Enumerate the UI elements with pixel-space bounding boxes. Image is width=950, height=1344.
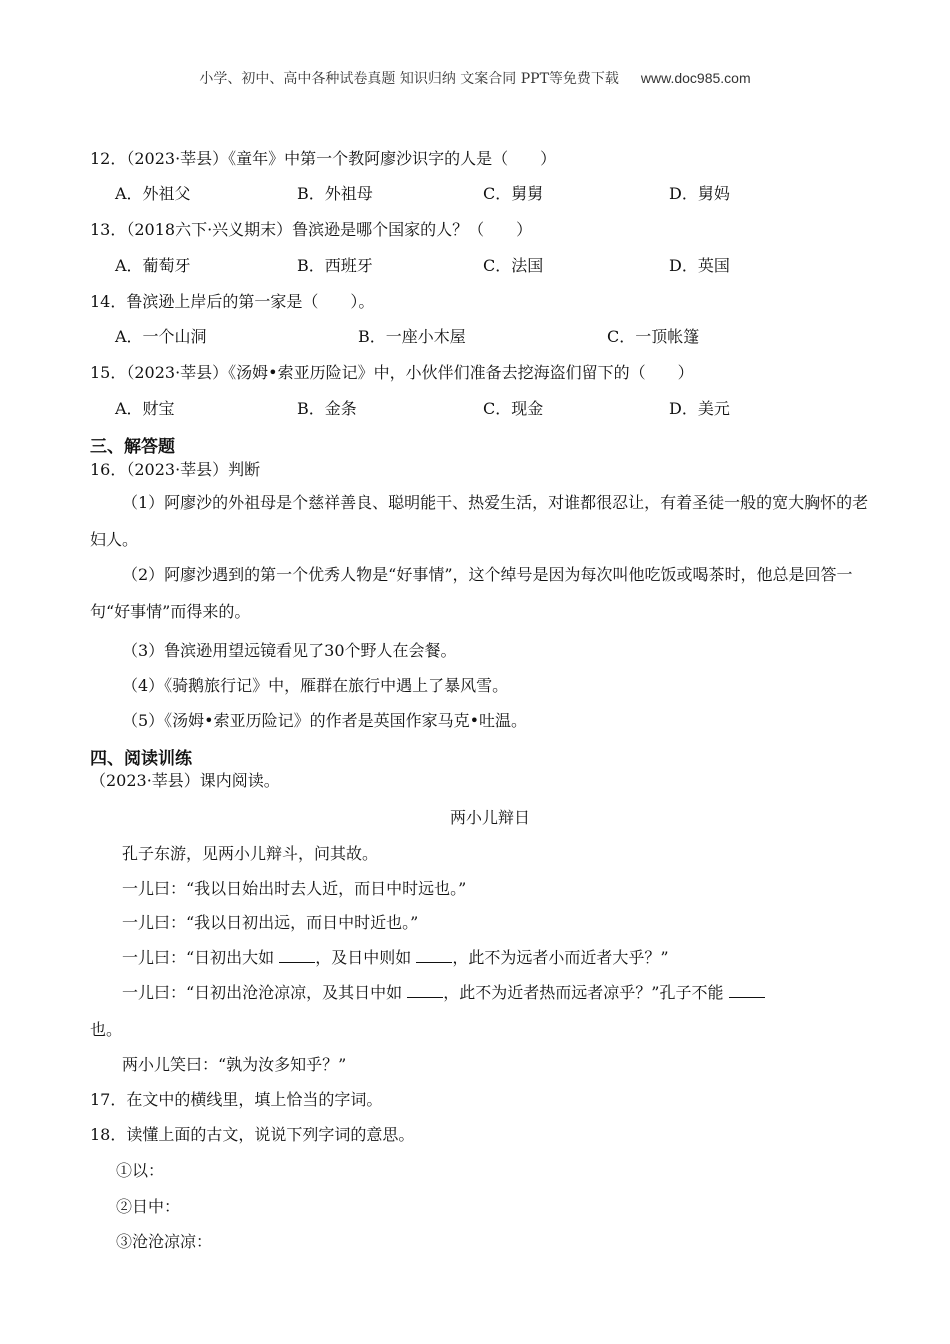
q12-stem: 12．（2023·莘县）《童年》中第一个教阿廖沙识字的人是（ ） <box>90 149 557 168</box>
q16-stem: 16．（2023·莘县）判断 <box>90 460 261 479</box>
q12-option-c: C．舅舅 <box>483 184 544 203</box>
q13-option-d: D．英国 <box>669 256 730 275</box>
answer-blank-1[interactable] <box>279 946 315 963</box>
q16-item-4: （4）《骑鹅旅行记》中，雁群在旅行中遇上了暴风雪。 <box>122 676 509 695</box>
q16-item-5: （5）《汤姆•索亚历险记》的作者是英国作家马克•吐温。 <box>122 711 528 730</box>
header-site: www.doc985.com <box>640 70 751 86</box>
q17-stem: 17．在文中的横线里，填上恰当的字词。 <box>90 1090 383 1109</box>
q15-option-a: A．财宝 <box>115 399 175 418</box>
passage-line-4-c: ，此不为远者小而近者大乎？” <box>452 948 669 967</box>
passage-line-4 <box>122 945 669 968</box>
answer-blank-3[interactable] <box>407 981 443 998</box>
q13-stem: 13．（2018六下·兴义期末）鲁滨逊是哪个国家的人？（ ） <box>90 220 533 239</box>
q16-item-1: （1）阿廖沙的外祖母是个慈祥善良、聪明能干、热爱生活，对谁都很忍让，有着圣徒一般的宽大胸怀的老妇人。 <box>90 493 869 549</box>
passage-title: 两小儿辩日 <box>449 808 530 827</box>
q15-option-d: D．美元 <box>669 399 730 418</box>
header-text: 小学、初中、高中各种试卷真题 知识归纳 文案合同 PPT等免费下载 <box>199 71 619 87</box>
passage-line-2: 一儿曰：“我以日始出时去人近，而日中时远也。” <box>122 879 467 898</box>
answer-blank-2[interactable] <box>416 946 452 963</box>
section3-title: 三、解答题 <box>90 437 175 457</box>
section4-title: 四、阅读训练 <box>90 749 192 769</box>
reading-intro: （2023·莘县）课内阅读。 <box>90 771 280 790</box>
q15-option-b: B．金条 <box>297 399 357 418</box>
passage-line-3: 一儿曰：“我以日初出远，而日中时近也。” <box>122 913 419 932</box>
passage-line-1: 孔子东游，见两小儿辩斗，问其故。 <box>122 844 379 863</box>
passage-line-4-b: ，及日中则如 <box>315 948 417 967</box>
q12-option-a: A．外祖父 <box>115 184 191 203</box>
q13-option-b: B．西班牙 <box>297 256 373 275</box>
page-header <box>0 68 950 88</box>
passage-line-6: 两小儿笑曰：“孰为汝多知乎？” <box>122 1055 347 1074</box>
q18-item-1: ①以： <box>116 1161 165 1180</box>
q15-option-c: C．现金 <box>483 399 544 418</box>
q18-item-3: ③沧沧凉凉： <box>116 1232 213 1251</box>
q16-item-3: （3）鲁滨逊用望远镜看见了30个野人在会餐。 <box>122 641 457 660</box>
q14-stem: 14．鲁滨逊上岸后的第一家是（ ）。 <box>90 292 375 311</box>
q14-option-b: B．一座小木屋 <box>358 327 466 346</box>
q14-option-c: C．一顶帐篷 <box>607 327 700 346</box>
q13-option-c: C．法国 <box>483 256 544 275</box>
passage-line-5-a: 一儿曰：“日初出沧沧凉凉，及其日中如 <box>122 983 408 1002</box>
answer-blank-4[interactable] <box>729 981 765 998</box>
passage-line-5-end: 也。 <box>90 1020 123 1039</box>
q18-item-2: ②日中： <box>116 1197 181 1216</box>
q12-option-b: B．外祖母 <box>297 184 373 203</box>
passage-line-5 <box>122 980 765 1003</box>
q15-stem: 15．（2023·莘县）《汤姆•索亚历险记》中，小伙伴们准备去挖海盗们留下的（ ） <box>90 363 694 382</box>
q13-option-a: A．葡萄牙 <box>115 256 191 275</box>
q16-item-2: （2）阿廖沙遇到的第一个优秀人物是“好事情”，这个绰号是因为每次叫他吃饭或喝茶时，他总是回答一句“好事情”而得来的。 <box>90 565 853 621</box>
q14-option-a: A．一个山洞 <box>115 327 207 346</box>
q12-option-d: D．舅妈 <box>669 184 730 203</box>
passage-line-5-b: ，此不为近者热而远者凉乎？”孔子不能 <box>443 983 729 1002</box>
passage-line-4-a: 一儿曰：“日初出大如 <box>122 948 280 967</box>
q18-stem: 18．读懂上面的古文，说说下列字词的意思。 <box>90 1125 415 1144</box>
